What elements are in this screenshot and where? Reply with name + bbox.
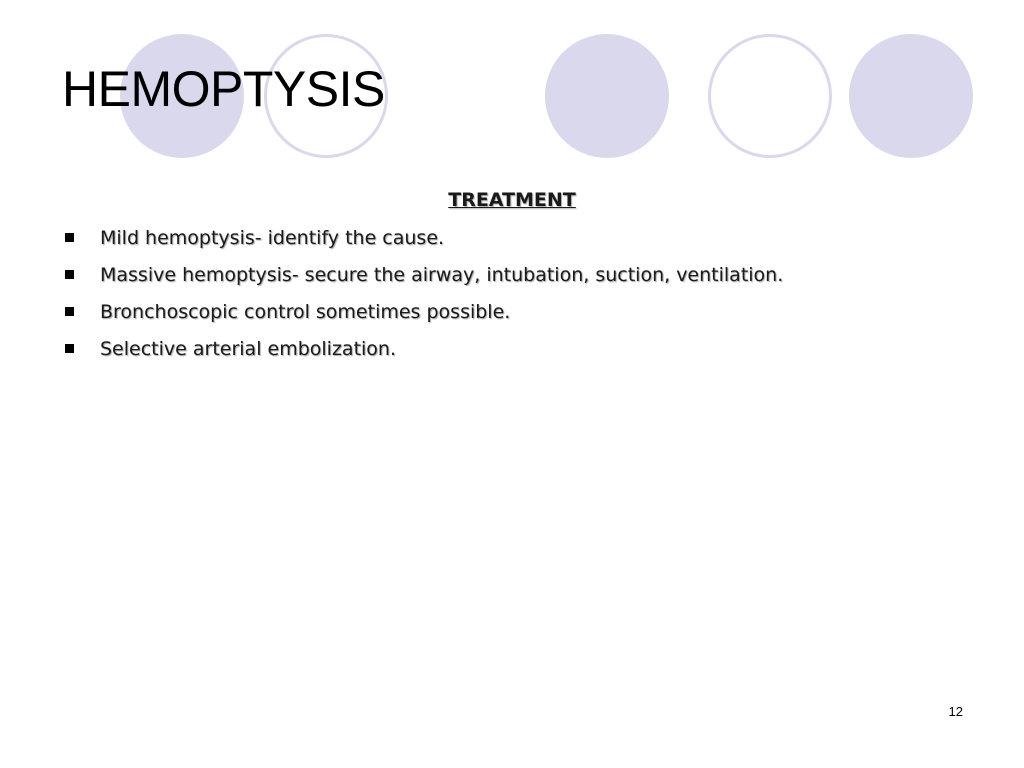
section-heading: TREATMENT <box>448 189 576 211</box>
decorative-circle-outline <box>708 34 832 158</box>
square-bullet-icon <box>65 233 74 242</box>
bullet-text: Selective arterial embolization. <box>100 338 397 360</box>
bullet-text: Mild hemoptysis- identify the cause. <box>100 227 445 249</box>
bullet-item <box>60 298 964 326</box>
square-bullet-icon <box>65 344 74 353</box>
square-bullet-icon <box>65 270 74 279</box>
bullet-item <box>60 335 964 363</box>
slide-title: HEMOPTYSIS <box>62 61 385 117</box>
slide-body <box>60 186 964 372</box>
bullet-item <box>60 261 964 289</box>
bullet-text: Bronchoscopic control sometimes possible. <box>100 301 511 323</box>
page-number: 12 <box>948 704 963 719</box>
decorative-circle-filled <box>849 34 973 158</box>
bullet-list <box>60 224 964 363</box>
bullet-item <box>60 224 964 252</box>
bullet-text: Massive hemoptysis- secure the airway, intubation, suction, ventilation. <box>100 264 784 286</box>
decorative-circle-filled <box>545 34 669 158</box>
square-bullet-icon <box>65 307 74 316</box>
